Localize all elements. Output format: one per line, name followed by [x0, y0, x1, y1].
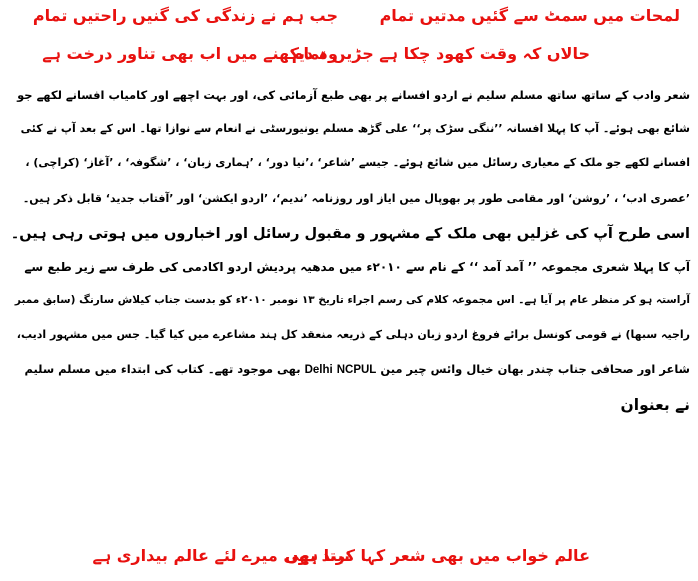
paragraph-line: نے بعنوان [620, 396, 690, 414]
verse-3-first-half: نیند بھی میرے لئے عالم بیداری ہے [92, 546, 350, 565]
verse-2-second-half: حالاں کہ وقت کھود چکا ہے جڑیں تمام [291, 44, 590, 63]
verse-3-second-half: عالم خواب میں بھی شعر کہا کرتا ہوں [285, 546, 590, 565]
paragraph-line [24, 362, 690, 376]
paragraph-line: اسی طرح آپ کی غزلیں بھی ملک کے مشہور و مقبول رسائل اور اخباروں میں ہوتی رہی ہیں۔ [10, 226, 690, 242]
verse-2-first-half: وہ دیکھنے میں اب بھی تناور درخت ہے [42, 44, 338, 63]
paragraph-line: شائع بھی ہوئے۔ آپ کا پہلا افسانہ ’’ننگی سڑک پر‘‘ علی گڑھ مسلم یونیورسٹی نے انعام سے نوازا تھا۔ اس کے بعد آپ نے کئی [20, 122, 690, 135]
ncpul-label: NCPUL [336, 364, 377, 376]
paragraph-line: افسانے لکھے جو ملک کے معیاری رسائل میں شائع ہوئے۔ جیسے ’شاعر‘ ،’نیا دور‘ ، ’ہماری زبان‘ ، ’شگوفہ‘ ، ’آغاز‘ (کراچی) ، [25, 156, 690, 169]
paragraph-line: ’عصری ادب‘ ، ’روشن‘ اور مقامی طور پر بھوپال میں ایاز اور روزنامہ ’ندیم‘، ’اردو ایکشن‘ اور ’آفتاب جدید‘ قابل ذکر ہیں۔ [22, 192, 690, 205]
paragraph-line: راجیہ سبھا) نے قومی کونسل برائے فروغ اردو زبان دہلی کے ذریعہ منعقد کل ہند مشاعرے میں کیا گیا۔ جس میں مشہور ادیب، [16, 328, 690, 341]
verse-1-first-half: جب ہم نے زندگی کی گنیں راحتیں تمام [32, 6, 338, 25]
line9-part-a: شاعر اور صحافی جناب چندر بھان خیال وائس چیر مین [380, 362, 690, 376]
verse-1-second-half: لمحات میں سمٹ سے گئیں مدتیں تمام [379, 6, 680, 25]
paragraph-line: آراستہ ہو کر منظر عام پر آیا ہے۔ اس مجموعہ کلام کی رسم اجراء تاریخ ۱۳ نومبر ۲۰۱۰ء کو بدست جناب کیلاش سارنگ (سابق ممبر [14, 294, 690, 306]
paragraph-line: شعر وادب کے ساتھ ساتھ مسلم سلیم نے اردو افسانے پر بھی طبع آزمائی کی، اور بہت اچھے اور کامیاب افسانے لکھے جو [17, 88, 690, 102]
line9-part-b: بھی موجود تھے۔ کتاب کی ابتداء میں مسلم سلیم [24, 362, 301, 376]
delhi-label: Delhi [304, 364, 333, 376]
paragraph-line: آپ کا پہلا شعری مجموعہ ’’ آمد آمد ‘‘ کے نام سے ۲۰۱۰ء میں مدھیہ پردیش اردو اکادمی کی طرف سے زیر طبع سے [24, 260, 690, 274]
